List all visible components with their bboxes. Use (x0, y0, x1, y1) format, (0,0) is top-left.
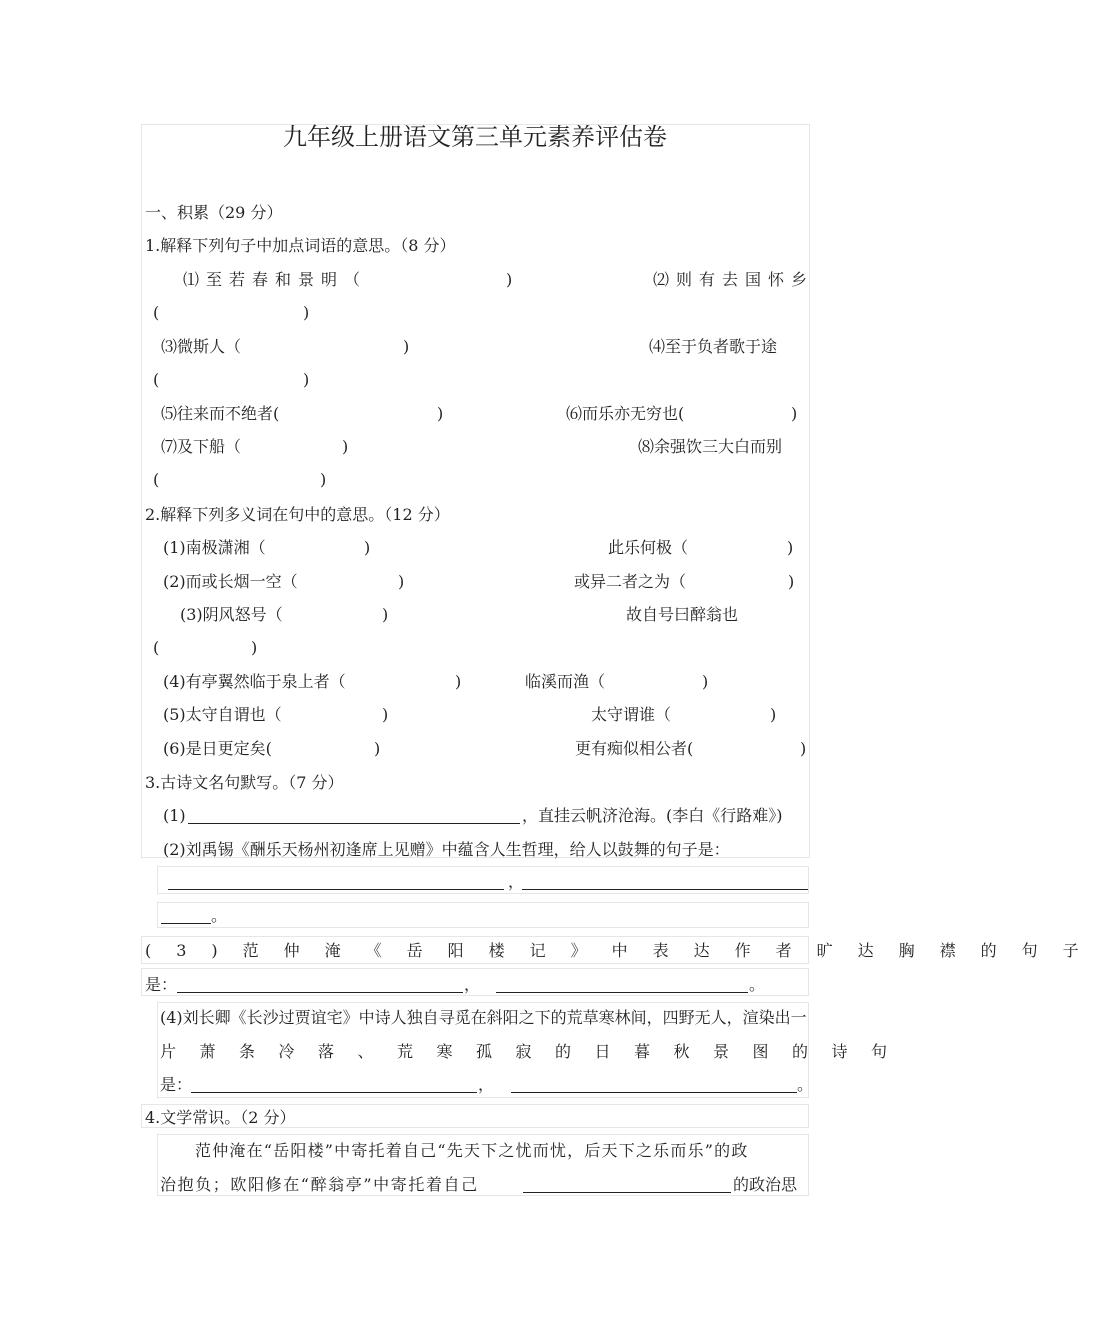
q3-comma-4: ， (478, 1075, 495, 1094)
q2-left-2: (2)而或长烟一空（ (163, 572, 298, 591)
q1-item-2: ⑵则有去国怀乡 (653, 270, 815, 289)
q1-close-7: ) (342, 437, 349, 456)
q2-right-close-6: ) (800, 739, 807, 758)
q3-blank-2a[interactable] (168, 874, 504, 890)
q3-blank-2b[interactable] (522, 874, 808, 890)
q2-right-close-2: ) (788, 572, 795, 591)
q2-right-5: 太守谓谁（ (591, 705, 672, 724)
q2-right-1: 此乐何极（ (608, 538, 689, 557)
q3-blank-3a[interactable] (177, 977, 463, 993)
q2-right-close-5: ) (770, 705, 777, 724)
q3-blank-3b[interactable] (496, 977, 748, 993)
q3-comma-3: ， (464, 975, 481, 994)
q2-left-close-1: ) (364, 538, 371, 557)
q1-open-8: ( (153, 470, 160, 489)
q3-blank-4b[interactable] (511, 1077, 797, 1093)
q1-item-1: ⑴至若春和景明（ (183, 270, 368, 289)
q3-blank-2c[interactable] (161, 908, 211, 924)
q2-left-close-2: ) (398, 572, 405, 591)
q2-close-3b: ) (251, 638, 258, 657)
q1-item-6: ⑹而乐亦无穷也( (566, 404, 685, 423)
q1-item-3: ⑶微斯人（ (161, 337, 242, 356)
q2-right-4: 临溪而渔（ (525, 672, 606, 691)
q3-blank-4a[interactable] (191, 1077, 477, 1093)
q3-period-4: 。 (797, 1075, 814, 1094)
q3-item-3-line1: (3)范仲淹《岳阳楼记》中表达作者旷达胸襟的句子 (145, 941, 1104, 960)
page-title: 九年级上册语文第三单元素养评估卷 (283, 123, 667, 151)
q2-left-close-5: ) (382, 705, 389, 724)
q3-period-2: 。 (211, 906, 228, 925)
q3-item-1-prefix: (1) (163, 806, 186, 825)
q1-close-4: ) (303, 370, 310, 389)
q3-heading: 3.古诗文名句默写。（7 分） (145, 773, 344, 792)
q1-item-4: ⑷至于负者歌于途 (649, 337, 778, 356)
q1-close-5: ) (437, 404, 444, 423)
q3-item-4-prefix: 是： (160, 1075, 193, 1094)
q2-open-3: ( (153, 638, 160, 657)
q1-open-4: ( (153, 370, 160, 389)
q2-left-close-6: ) (374, 739, 381, 758)
q4-heading: 4.文学常识。（2 分） (145, 1108, 296, 1127)
section-heading: 一、积累（29 分） (145, 203, 283, 222)
q4-line2-prefix: 治抱负；欧阳修在“醉翁亭”中寄托着自己 (160, 1175, 479, 1194)
q2-left-6: (6)是日更定矣( (163, 739, 272, 758)
q1-item-5: ⑸往来而不绝者( (161, 404, 280, 423)
q2-left-1: (1)南极潇湘（ (163, 538, 266, 557)
q1-close-6: ) (791, 404, 798, 423)
q2-left-5: (5)太守自谓也（ (163, 705, 282, 724)
q3-item-1-suffix: ，直挂云帆济沧海。(李白《行路难》) (522, 806, 783, 825)
q1-close-1: ) (506, 270, 513, 289)
q2-right-2: 或异二者之为（ (574, 572, 687, 591)
q1-heading: 1.解释下列句子中加点词语的意思。（8 分） (145, 236, 456, 255)
q3-period-3: 。 (749, 975, 766, 994)
q4-blank[interactable] (523, 1177, 731, 1193)
q2-right-close-1: ) (787, 538, 794, 557)
q3-item-4-line1: (4)刘长卿《长沙过贾谊宅》中诗人独自寻觅在斜阳之下的荒草寒林间，四野无人，渲染出一 (160, 1008, 807, 1027)
q2-right-6: 更有痴似相公者( (575, 739, 694, 758)
q3-item-4-line2: 片萧条冷落、荒寒孤寂的日暮秋景图的诗句 (160, 1042, 911, 1061)
q1-close-8: ) (320, 470, 327, 489)
q2-left-3: (3)阴风怒号（ (180, 605, 283, 624)
q2-left-4: (4)有亭翼然临于泉上者（ (163, 672, 346, 691)
q4-line1: 范仲淹在“岳阳楼”中寄托着自己“先天下之忧而忧，后天下之乐而乐”的政 (195, 1141, 749, 1160)
q2-right-close-4: ) (702, 672, 709, 691)
q2-heading: 2.解释下列多义词在句中的意思。（12 分） (145, 505, 450, 524)
q3-comma-2: ， (508, 872, 525, 891)
q2-left-close-3: ) (382, 605, 389, 624)
q3-item-2: (2)刘禹锡《酬乐天杨州初逢席上见赠》中蕴含人生哲理，给人以鼓舞的句子是： (163, 840, 730, 859)
q1-close-2: ) (303, 303, 310, 322)
q3-item-3-prefix: 是： (145, 975, 178, 994)
q4-line2-suffix: 的政治思 (733, 1175, 798, 1194)
q1-item-7: ⑺及下船（ (161, 437, 242, 456)
q3-blank-1[interactable] (188, 808, 520, 824)
q2-right-3: 故自号曰醉翁也 (626, 605, 739, 624)
frame-3-2b (157, 902, 809, 928)
q1-item-8: ⑻余强饮三大白而别 (638, 437, 783, 456)
q1-open-2: ( (153, 303, 160, 322)
q1-close-3: ) (403, 337, 410, 356)
q2-left-close-4: ) (455, 672, 462, 691)
